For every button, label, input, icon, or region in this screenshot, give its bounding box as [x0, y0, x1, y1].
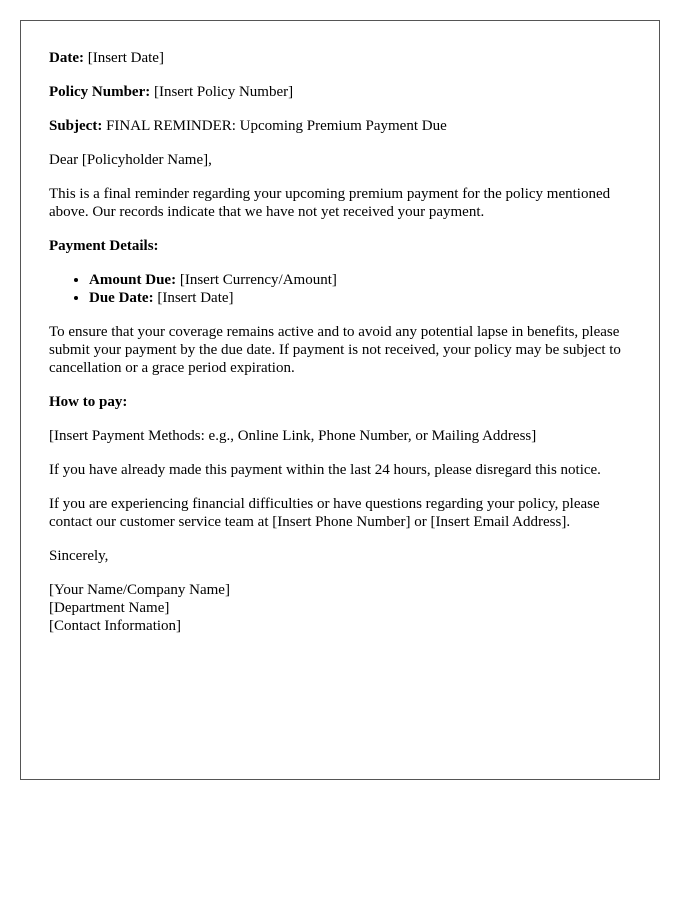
- payment-methods: [Insert Payment Methods: e.g., Online Link, Phone Number, or Mailing Address]: [49, 428, 537, 444]
- subject-label: Subject:: [49, 118, 103, 134]
- policy-number-line: [49, 83, 631, 101]
- subject-line: [49, 117, 631, 135]
- list-item-due-date: [89, 289, 631, 307]
- how-to-pay-heading: How to pay:: [49, 394, 128, 410]
- signature-department: [Department Name]: [49, 600, 170, 616]
- policy-number-label: Policy Number:: [49, 84, 151, 100]
- coverage-paragraph: To ensure that your coverage remains active and to avoid any potential lapse in benefits, please submit your payment by the due date. If payment is not received, your policy may be subject to cancellation or a grace period expiration.: [49, 324, 621, 376]
- list-item-amount-due: [89, 271, 631, 289]
- disregard-notice: If you have already made this payment within the last 24 hours, please disregard this notice.: [49, 462, 601, 478]
- policy-number-value: [Insert Policy Number]: [153, 84, 294, 100]
- signature-name: [Your Name/Company Name]: [49, 582, 230, 598]
- due-date-value: [Insert Date]: [157, 290, 234, 306]
- due-date-label: Due Date:: [89, 290, 154, 306]
- payment-details-list: [49, 271, 631, 307]
- intro-paragraph: This is a final reminder regarding your upcoming premium payment for the policy mentioned above. Our records indicate that we have not yet received your payment.: [49, 186, 611, 220]
- amount-due-value: [Insert Currency/Amount]: [179, 272, 337, 288]
- subject-value: FINAL REMINDER: Upcoming Premium Payment Due: [106, 118, 447, 134]
- payment-details-heading: Payment Details:: [49, 238, 159, 254]
- date-line: [49, 49, 631, 67]
- contact-paragraph: If you are experiencing financial difficulties or have questions regarding your policy, please contact our customer service team at [Insert Phone Number] or [Insert Email Address].: [49, 496, 600, 530]
- salutation: Dear [Policyholder Name],: [49, 152, 212, 168]
- sign-off: Sincerely,: [49, 548, 109, 564]
- letter-document: [20, 20, 660, 780]
- date-label: Date:: [49, 50, 84, 66]
- amount-due-label: Amount Due:: [89, 272, 177, 288]
- signature-contact: [Contact Information]: [49, 618, 182, 634]
- signature-block: [49, 581, 631, 635]
- date-value: [Insert Date]: [87, 50, 164, 66]
